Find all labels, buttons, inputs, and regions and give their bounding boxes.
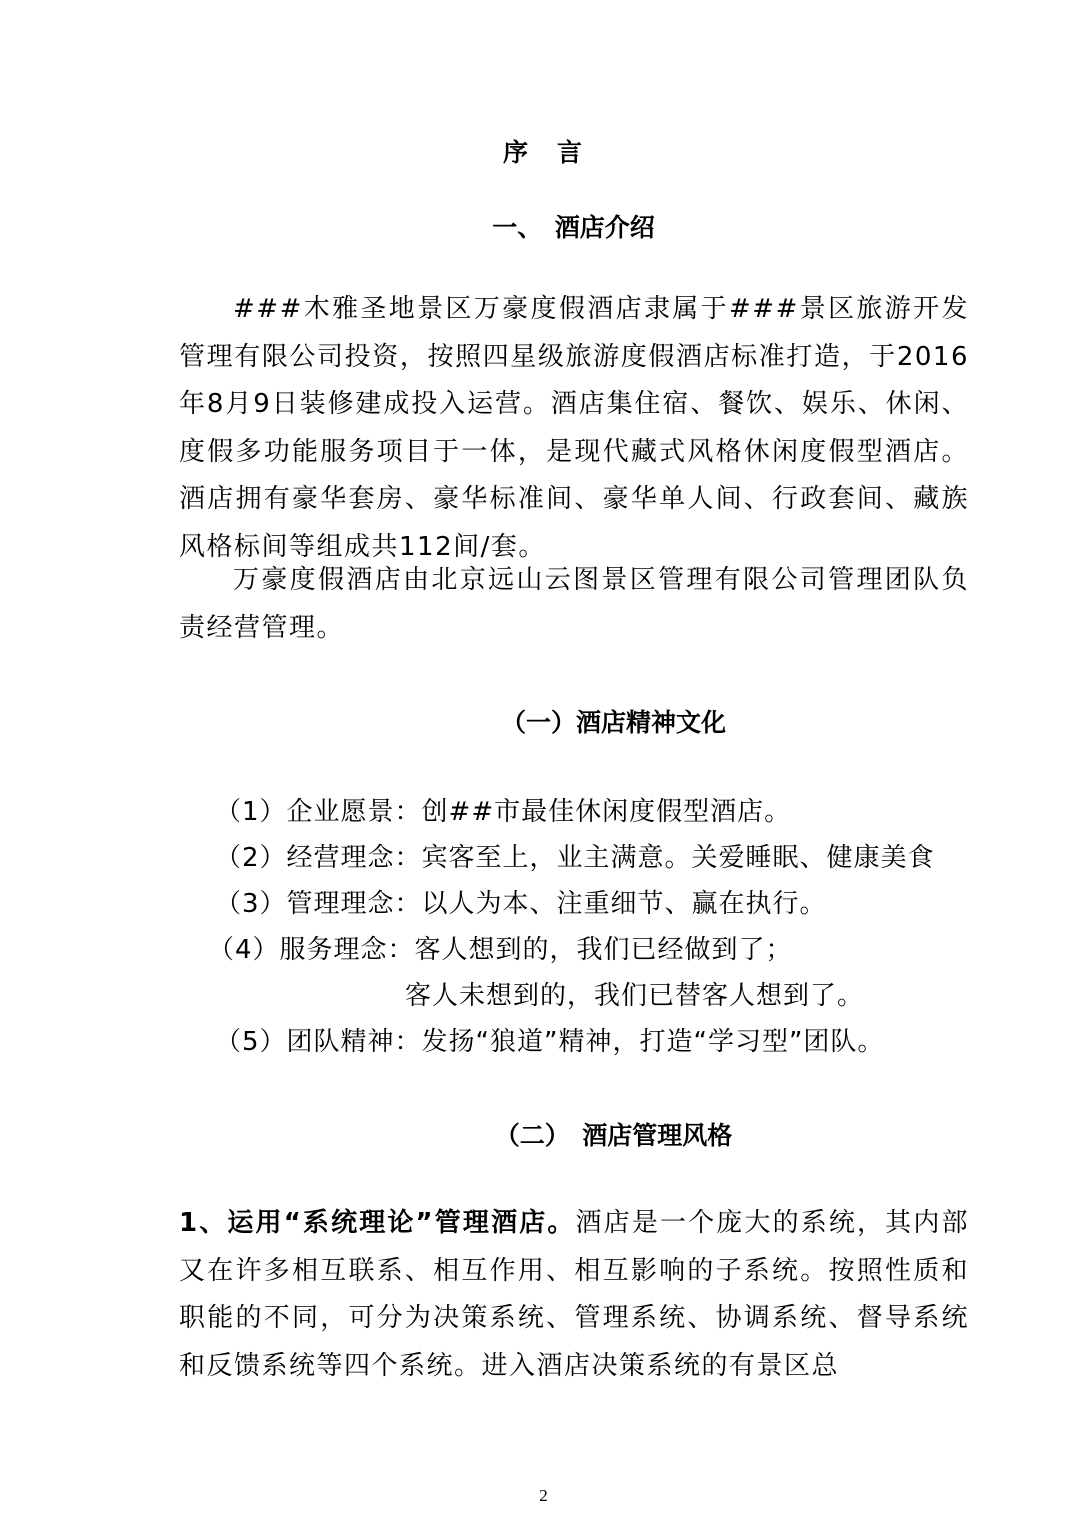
management-company-paragraph: 万豪度假酒店由北京远山云图景区管理有限公司管理团队负责经营管理。	[179, 565, 969, 643]
management-style-lead: 1、运用“系统理论”管理酒店。	[179, 1208, 576, 1238]
culture-item-service-philosophy-continued: 客人未想到的，我们已替客人想到了。	[405, 981, 865, 1011]
culture-item-management-philosophy: （3）管理理念：以人为本、注重细节、赢在执行。	[215, 889, 827, 919]
culture-item-service-philosophy: （4）服务理念：客人想到的，我们已经做到了；	[208, 935, 793, 965]
management-style-body: 酒店是一个庞大的系统，其内部又在许多相互联系、相互作用、相互影响的子系统。按照性质和职能的不同，可分为决策系统、管理系统、协调系统、督导系统和反馈系统等四个系统。进入酒店决策系统的有景区总	[179, 1208, 969, 1381]
management-style-paragraph	[179, 1200, 969, 1390]
subsection-heading-management-style: （二） 酒店管理风格	[494, 1121, 733, 1150]
culture-item-vision: （1）企业愿景：创##市最佳休闲度假型酒店。	[215, 797, 792, 827]
subsection-heading-culture: （一）酒店精神文化	[500, 708, 726, 737]
culture-item-business-philosophy: （2）经营理念：宾客至上，业主满意。关爱睡眠、健康美食	[215, 843, 935, 873]
preface-title: 序 言	[502, 138, 584, 167]
page-number: 2	[539, 1486, 548, 1505]
culture-item-team-spirit: （5）团队精神：发扬“狼道”精神，打造“学习型”团队。	[215, 1027, 885, 1057]
section-heading-hotel-intro: 一、 酒店介绍	[492, 213, 655, 242]
intro-paragraph: ###木雅圣地景区万豪度假酒店隶属于###景区旅游开发管理有限公司投资，按照四星级旅游度假酒店标准打造，于2016年8月9日装修建成投入运营。酒店集住宿、餐饮、娱乐、休闲、度假多功能服务项目于一体，是现代藏式风格休闲度假型酒店。酒店拥有豪华套房、豪华标准间、豪华单人间、行政套间、藏族风格标间等组成共112间/套。	[179, 294, 969, 562]
